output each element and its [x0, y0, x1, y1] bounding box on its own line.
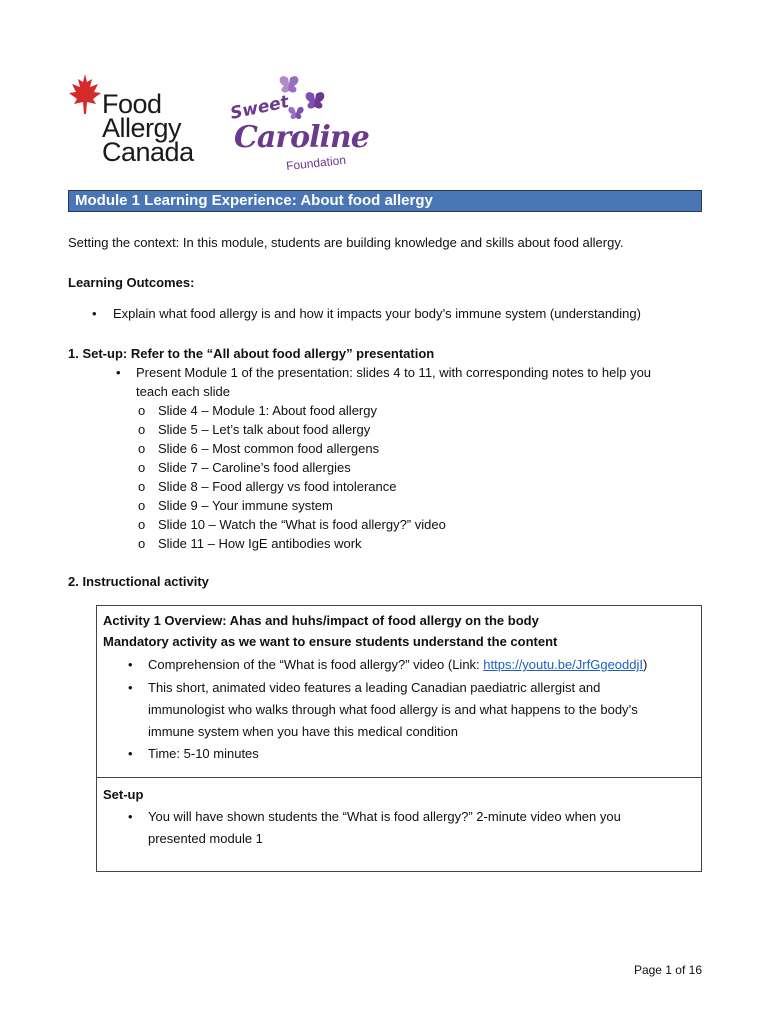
page-number: Page 1 of 16: [633, 963, 702, 977]
sc-caroline-text: Caroline: [234, 120, 369, 155]
bullet-icon: •: [128, 746, 133, 761]
bullet-icon: •: [116, 365, 121, 380]
sc-foundation-text: Foundation: [285, 152, 347, 174]
setup-bullet-line: Present Module 1 of the presentation: slides 4 to 11, with corresponding notes to help you: [136, 365, 652, 380]
activity-box: [96, 605, 702, 872]
activity-bullet-line: This short, animated video features a leading Canadian paediatric allergist and: [148, 680, 601, 695]
learning-outcomes-heading: Learning Outcomes:: [68, 275, 195, 290]
slide-item: Slide 5 – Let’s talk about food allergy: [158, 422, 371, 437]
fac-line-allergy: Allergy: [102, 113, 182, 143]
circle-bullet-icon: o: [138, 536, 146, 551]
activity-mandatory: Mandatory activity as we want to ensure students understand the content: [103, 634, 558, 649]
activity-setup-line: You will have shown students the “What is food allergy?” 2-minute video when you: [148, 809, 621, 824]
slide-item: Slide 7 – Caroline’s food allergies: [158, 460, 351, 475]
fac-line-food: Food: [102, 89, 162, 119]
slide-item: Slide 10 – Watch the “What is food allergy?” video: [158, 517, 446, 532]
slide-item: Slide 9 – Your immune system: [158, 498, 333, 513]
maple-leaf-fork-icon: [68, 74, 102, 118]
circle-bullet-icon: o: [138, 460, 146, 475]
circle-bullet-icon: o: [138, 441, 146, 456]
circle-bullet-icon: o: [138, 403, 146, 418]
box-divider: [97, 777, 701, 778]
instructional-heading: 2. Instructional activity: [68, 574, 209, 589]
video-text: Comprehension of the “What is food allergy?” video (Link:: [148, 657, 484, 672]
bullet-icon: •: [128, 657, 133, 672]
video-link[interactable]: https://youtu.be/JrfGgeoddjI: [483, 657, 643, 672]
setup-bullet-line: teach each slide: [136, 384, 230, 399]
circle-bullet-icon: o: [138, 498, 146, 513]
slide-item: Slide 11 – How IgE antibodies work: [158, 536, 362, 551]
context-paragraph: Setting the context: In this module, students are building knowledge and skills about food allergy.: [68, 235, 624, 250]
activity-bullet-line: immune system when you have this medical condition: [148, 724, 458, 739]
circle-bullet-icon: o: [138, 422, 146, 437]
activity-setup-heading: Set-up: [103, 787, 144, 802]
bullet-icon: •: [128, 680, 133, 695]
bullet-icon: •: [92, 306, 97, 321]
slide-item: Slide 4 – Module 1: About food allergy: [158, 403, 377, 418]
activity-setup-line: presented module 1: [148, 831, 263, 846]
sweet-caroline-foundation-logo: [228, 72, 369, 180]
module-title-bar: Module 1 Learning Experience: About food allergy: [68, 190, 702, 212]
activity-bullet-line: immunologist who walks through what food allergy is and what happens to the body’s: [148, 702, 638, 717]
fac-line-canada: Canada: [102, 137, 194, 167]
circle-bullet-icon: o: [138, 517, 146, 532]
activity-bullet-video: [148, 656, 647, 674]
activity-time: Time: 5-10 minutes: [148, 746, 259, 761]
outcome-item: Explain what food allergy is and how it impacts your body’s immune system (understanding): [113, 306, 641, 321]
activity-title: Activity 1 Overview: Ahas and huhs/impact of food allergy on the body: [103, 613, 539, 628]
setup-heading: 1. Set-up: Refer to the “All about food allergy” presentation: [68, 346, 435, 361]
bullet-icon: •: [128, 809, 133, 824]
circle-bullet-icon: o: [138, 479, 146, 494]
fac-wordmark: [102, 89, 194, 167]
slide-item: Slide 8 – Food allergy vs food intolerance: [158, 479, 397, 494]
food-allergy-canada-logo: [68, 72, 198, 172]
sc-sweet-text: Sweet: [228, 92, 291, 124]
video-text-end: ): [643, 657, 648, 672]
slide-item: Slide 6 – Most common food allergens: [158, 441, 380, 456]
